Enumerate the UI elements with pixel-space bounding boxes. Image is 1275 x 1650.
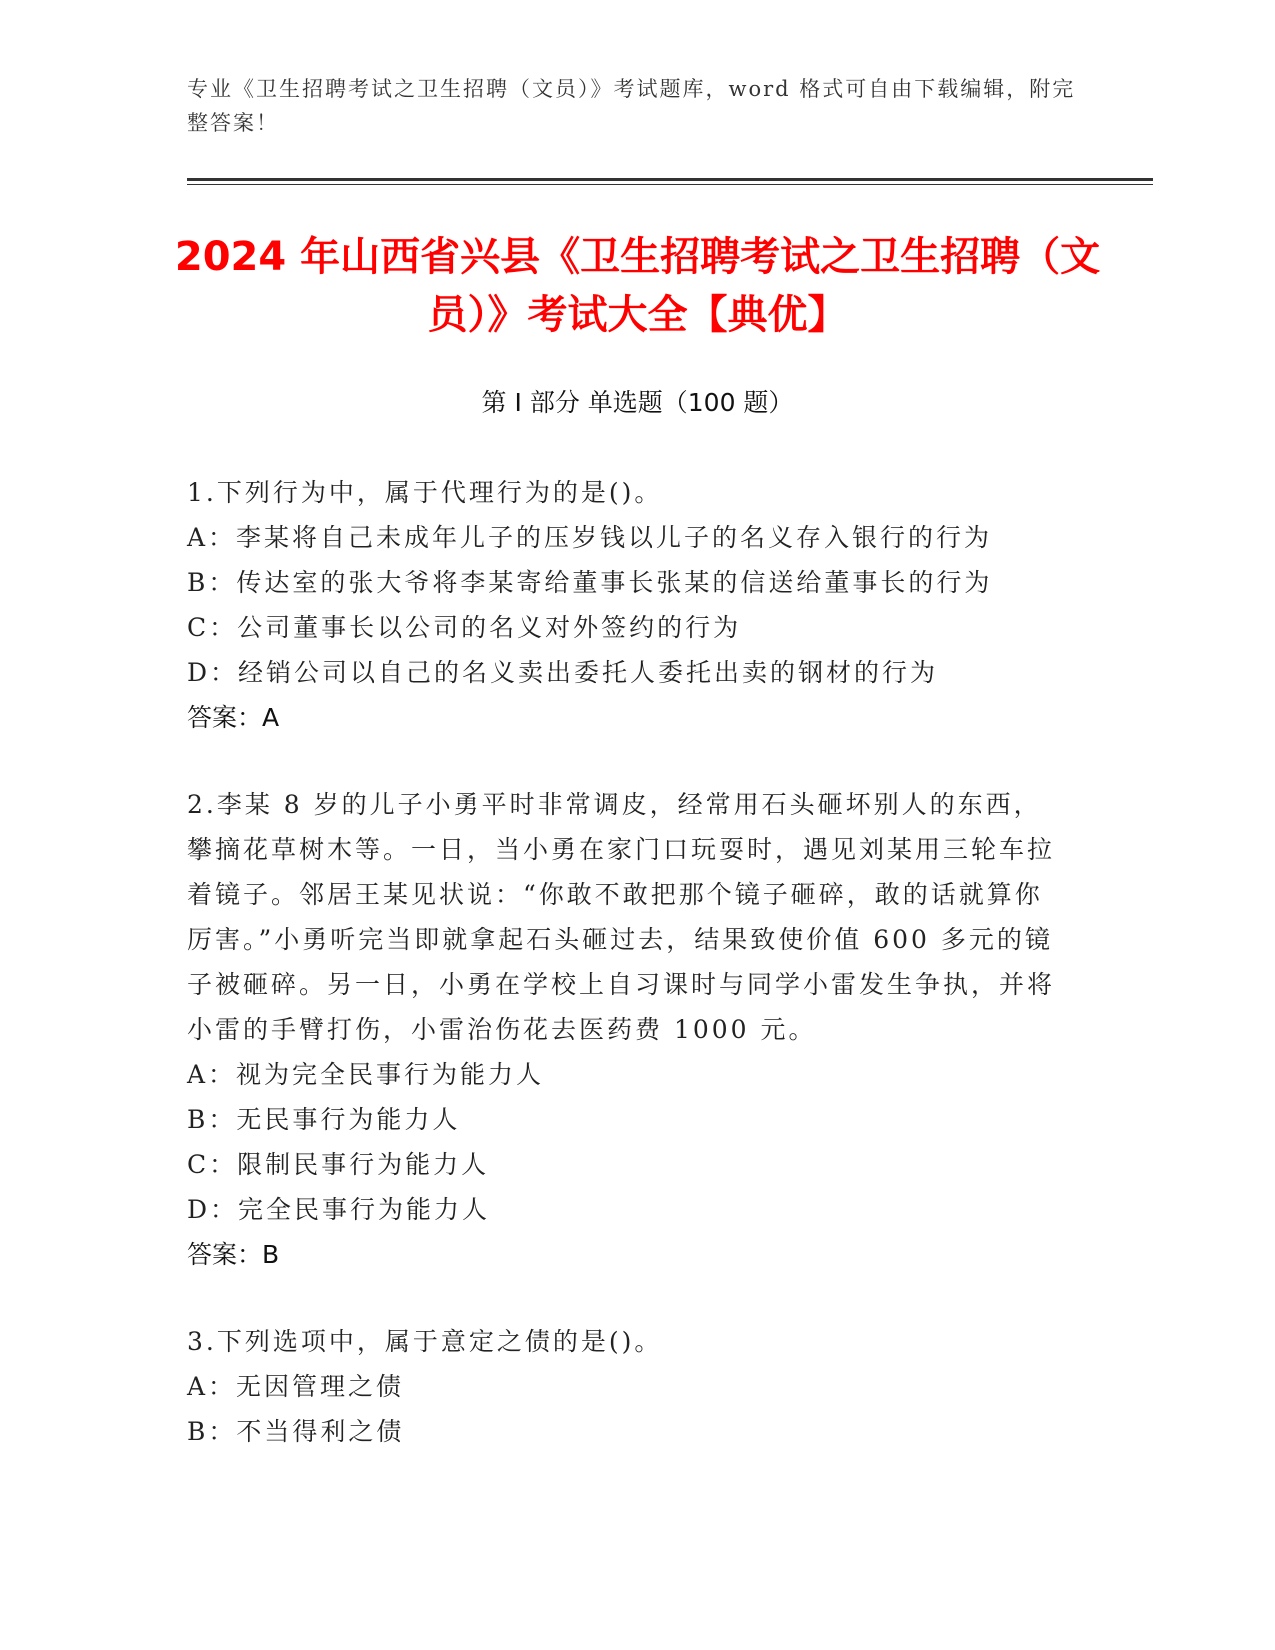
option-a: A：视为完全民事行为能力人 [187, 1060, 545, 1089]
question-stem: 2.李某 8 岁的儿子小勇平时非常调皮，经常用石头砸坏别人的东西，攀摘花草树木等。一日，当小勇在家门口玩耍时，遇见刘某用三轮车拉着镜子。邻居王某见状说：“你敢不敢把那个镜子砸碎，敢的话就算你厉害。”小勇听完当即就拿起石头砸过去，结果致使价值 600 多元的镜子被砸碎。另一日，小勇在学校上自习课时与同学小雷发生争执，并将小雷的手臂打伤，小雷治伤花去医药费 1000 元。 [187, 790, 1056, 1044]
option-b: B：不当得利之债 [187, 1417, 405, 1446]
option-d: D：经销公司以自己的名义卖出委托人委托出卖的钢材的行为 [187, 658, 939, 687]
option-b: B：传达室的张大爷将李某寄给董事长张某的信送给董事长的行为 [187, 568, 993, 597]
question-stem: 3.下列选项中，属于意定之债的是()。 [187, 1327, 663, 1356]
document-title: 2024 年山西省兴县《卫生招聘考试之卫生招聘（文员）》考试大全【典优】 [174, 234, 1101, 338]
question-list [187, 470, 1057, 1496]
header-divider-thin [187, 184, 1153, 185]
option-a: A：李某将自己未成年儿子的压岁钱以儿子的名义存入银行的行为 [187, 523, 993, 552]
header-divider-thick [187, 178, 1153, 181]
header-note: 专业《卫生招聘考试之卫生招聘（文员）》考试题库，word 格式可自由下载编辑，附完整答案！ [187, 77, 1076, 135]
option-a: A：无因管理之债 [187, 1372, 405, 1401]
question-2 [187, 782, 1057, 1277]
question-1 [187, 470, 1057, 740]
answer-label: 答案：A [187, 703, 280, 732]
answer-label: 答案：B [187, 1240, 280, 1269]
option-c: C：公司董事长以公司的名义对外签约的行为 [187, 613, 742, 642]
question-stem: 1.下列行为中，属于代理行为的是()。 [187, 478, 663, 507]
question-3 [187, 1319, 1057, 1454]
option-d: D：完全民事行为能力人 [187, 1195, 491, 1224]
option-b: B：无民事行为能力人 [187, 1105, 461, 1134]
option-c: C：限制民事行为能力人 [187, 1150, 490, 1179]
section-heading: 第 I 部分 单选题（100 题） [481, 388, 794, 417]
